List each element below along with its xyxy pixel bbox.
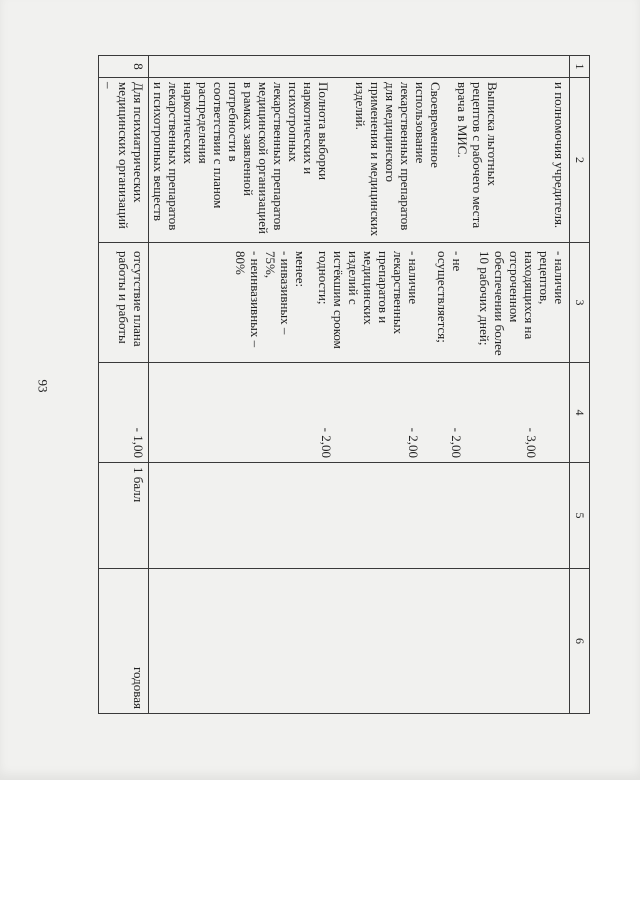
condition-text: - наличие рецептов, находящихся на отсроченном обеспечении более 10 рабочих дней; [477,251,567,356]
header-cell: 1 [570,56,590,78]
condition-text: менее: [293,251,308,288]
condition-text: - неинвазивных – 80% [233,251,263,348]
criterion-text: Своевременное использование лекарственных препаратов для медицинского применения и медицинских изделий. [353,82,443,237]
header-cell: 2 [570,78,590,243]
criteria-table [98,55,590,714]
condition-text: - не осуществляется; [435,251,465,343]
header-cell: 4 [570,363,590,463]
score-value: - 2,00 [406,427,421,458]
criterion-text: Полнота выборки наркотических и психотропных лекарственных препаратов медицинской организацией в рамках заявленной потребности в соответствии с планом распределения наркотических лекарственных препаратов и психотропных веществ [151,82,331,234]
header-cell: 6 [570,569,590,714]
score-value: - 2,00 [449,427,464,458]
criterion-text: и полномочия учредителя. [552,82,567,229]
criterion-cell [149,78,570,243]
points-cell: 1 балл [99,463,149,569]
row-number-cell: 8 [99,56,149,78]
header-row [570,56,590,714]
header-cell: 3 [570,243,590,363]
points-cell [149,463,570,569]
row-number-cell [149,56,570,78]
period-cell [149,569,570,714]
criterion-text: Выписка льготных рецептов с рабочего места врача в МИС. [455,82,500,229]
header-cell: 5 [570,463,590,569]
condition-cell: отсутствие плана работы и работы [99,243,149,363]
table-row [149,56,570,714]
criterion-cell: Для психиатрических медицинских организаций – [99,78,149,243]
page-number: 93 [35,379,51,393]
rotated-table-wrapper [101,55,590,713]
period-cell: годовая [99,569,149,714]
score-value: - 2,00 [319,427,334,458]
condition-text: - наличие лекарственных препаратов и медицинских изделий с истёкшим сроком годности; [316,251,421,349]
score-cell [149,363,570,463]
table-row [99,56,149,714]
condition-cell [149,243,570,363]
condition-text: - инвазивных – 75%, [263,251,293,335]
score-cell: - 1,00 [99,363,149,463]
score-value: - 3,00 [524,427,539,458]
